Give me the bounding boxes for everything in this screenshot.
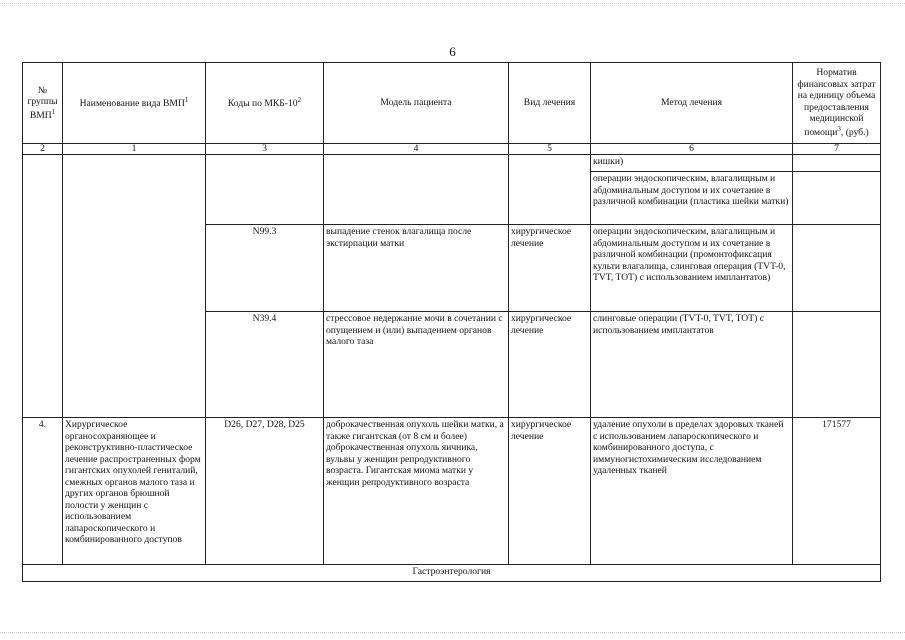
table-header-row [23,63,881,144]
scan-edge-top [0,3,905,5]
cell-method: удаление опухоли в пределах здоровых тканей с использованием лапароскопического и комбинированного доступа, с иммуногистохимическим исследованием удаленных тканей [591,418,793,565]
column-number: 3 [206,144,324,155]
column-number: 4 [324,144,509,155]
column-number: 2 [23,144,63,155]
page-number: 6 [449,44,456,59]
cell-type [509,155,591,225]
column-numbers-row [23,144,881,155]
cell-norm [793,172,881,225]
header-group-no: № группы ВМП$^1$ [23,63,63,144]
cell-codes: N99.3 [206,225,324,312]
column-number: 6 [591,144,793,155]
cell-norm [793,155,881,172]
cell-norm: 171577 [793,418,881,565]
header-name: Наименование вида ВМП$^1$ [63,63,206,144]
column-number: 5 [509,144,591,155]
cell-group [23,155,63,418]
cell-norm [793,312,881,418]
cell-model: выпадение стенок влагалища после экстирпации матки [324,225,509,312]
cell-codes: N39.4 [206,312,324,418]
header-codes: Коды по МКБ-$10^2$ [206,63,324,144]
section-title: Гастроэнтерология [23,565,881,582]
cell-method: кишки) [591,155,793,172]
vmp-table [22,62,881,582]
cell-name [63,155,206,418]
cell-type: хирургическое лечение [509,225,591,312]
cell-name: Хирургическое органосохраняющее и реконструктивно-пластическое лечение распространенных форм гигантских опухолей гениталий, смежных органов малого таза и других органов брюшной полости у женщин с использованием лапароскопического и комбинированного доступов [63,418,206,565]
header-type: Вид лечения [509,63,591,144]
column-number: 7 [793,144,881,155]
cell-model: доброкачественная опухоль шейки матки, а также гигантская (от 8 см и более) доброкачественная опухоль яичника, вульвы у женщин репродуктивного возраста. Гигантская миома матки у женщин репродуктивного возраста [324,418,509,565]
header-norm: Норматив финансовых затрат на единицу объема предоставления медицинской помощи$^3$, (руб.) [793,63,881,144]
header-method: Метод лечения [591,63,793,144]
cell-norm [793,225,881,312]
cell-codes: D26, D27, D28, D25 [206,418,324,565]
cell-codes [206,155,324,225]
section-row [23,565,881,582]
header-model: Модель пациента [324,63,509,144]
column-number: 1 [63,144,206,155]
table-row [23,418,881,565]
cell-method: операции эндоскопическим, влагалищным и абдоминальным доступом и их сочетание в различной комбинации (пластика шейки матки) [591,172,793,225]
scan-edge-bottom [0,632,905,634]
cell-method: операции эндоскопическим, влагалищным и абдоминальным доступом и их сочетание в различной комбинации (промонтофиксация культи влагалища, слинговая операция (TVT-0, TVT, TOT) с использованием имплантатов) [591,225,793,312]
cell-group: 4. [23,418,63,565]
cell-type: хирургическое лечение [509,312,591,418]
cell-type: хирургическое лечение [509,418,591,565]
cell-model [324,155,509,225]
cell-method: слинговые операции (TVT-0, TVT, TOT) с использованием имплантатов [591,312,793,418]
table-row [23,155,881,172]
cell-model: стрессовое недержание мочи в сочетании с опущением и (или) выпадением органов малого таза [324,312,509,418]
